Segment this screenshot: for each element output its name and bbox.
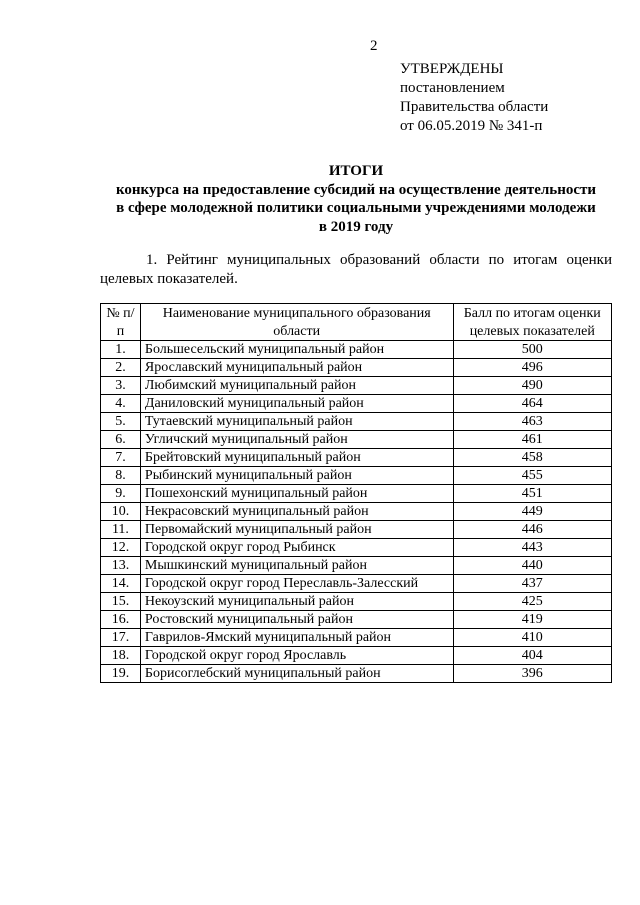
cell-number: 11. bbox=[101, 521, 141, 539]
table-row bbox=[101, 485, 612, 503]
cell-number: 13. bbox=[101, 557, 141, 575]
cell-score: 410 bbox=[453, 629, 611, 647]
cell-name: Рыбинский муниципальный район bbox=[140, 467, 453, 485]
table-row bbox=[101, 413, 612, 431]
cell-score: 440 bbox=[453, 557, 611, 575]
title-heading: ИТОГИ bbox=[328, 163, 384, 179]
cell-name: Гаврилов-Ямский муниципальный район bbox=[140, 629, 453, 647]
cell-score: 437 bbox=[453, 575, 611, 593]
header-score: Балл по итогам оценки целевых показателей bbox=[453, 304, 611, 341]
approval-line: УТВЕРЖДЕНЫ bbox=[400, 61, 504, 77]
approval-line: Правительства области bbox=[400, 99, 549, 115]
cell-name: Городской округ город Ярославль bbox=[140, 647, 453, 665]
cell-name: Ростовский муниципальный район bbox=[140, 611, 453, 629]
table-header-row bbox=[101, 304, 612, 341]
cell-score: 500 bbox=[453, 341, 611, 359]
table-row bbox=[101, 575, 612, 593]
rating-table bbox=[100, 303, 612, 683]
cell-name: Первомайский муниципальный район bbox=[140, 521, 453, 539]
table-row bbox=[101, 359, 612, 377]
cell-name: Городской округ город Переславль-Залесский bbox=[140, 575, 453, 593]
table-row bbox=[101, 611, 612, 629]
cell-score: 496 bbox=[453, 359, 611, 377]
cell-number: 10. bbox=[101, 503, 141, 521]
document-title bbox=[96, 162, 616, 236]
table-row bbox=[101, 665, 612, 683]
cell-name: Городской округ город Рыбинск bbox=[140, 539, 453, 557]
cell-score: 443 bbox=[453, 539, 611, 557]
table-row bbox=[101, 539, 612, 557]
cell-number: 14. bbox=[101, 575, 141, 593]
cell-number: 12. bbox=[101, 539, 141, 557]
cell-score: 458 bbox=[453, 449, 611, 467]
cell-number: 19. bbox=[101, 665, 141, 683]
table-row bbox=[101, 629, 612, 647]
cell-name: Тутаевский муниципальный район bbox=[140, 413, 453, 431]
title-line: конкурса на предоставление субсидий на осуществление деятельности bbox=[115, 181, 597, 198]
cell-name: Мышкинский муниципальный район bbox=[140, 557, 453, 575]
cell-name: Угличский муниципальный район bbox=[140, 431, 453, 449]
table-row bbox=[101, 593, 612, 611]
cell-score: 425 bbox=[453, 593, 611, 611]
cell-number: 7. bbox=[101, 449, 141, 467]
table-row bbox=[101, 557, 612, 575]
header-number: № п/п bbox=[101, 304, 141, 341]
cell-name: Некрасовский муниципальный район bbox=[140, 503, 453, 521]
title-line: в 2019 году bbox=[318, 218, 394, 235]
approval-line: постановлением bbox=[400, 80, 505, 96]
cell-score: 461 bbox=[453, 431, 611, 449]
cell-score: 396 bbox=[453, 665, 611, 683]
table-row bbox=[101, 647, 612, 665]
cell-name: Любимский муниципальный район bbox=[140, 377, 453, 395]
cell-number: 9. bbox=[101, 485, 141, 503]
cell-name: Пошехонский муниципальный район bbox=[140, 485, 453, 503]
cell-number: 1. bbox=[101, 341, 141, 359]
cell-score: 451 bbox=[453, 485, 611, 503]
cell-name: Некоузский муниципальный район bbox=[140, 593, 453, 611]
cell-score: 463 bbox=[453, 413, 611, 431]
table-row bbox=[101, 377, 612, 395]
cell-number: 5. bbox=[101, 413, 141, 431]
table-row bbox=[101, 341, 612, 359]
approval-stamp bbox=[400, 60, 548, 136]
cell-number: 15. bbox=[101, 593, 141, 611]
cell-name: Ярославский муниципальный район bbox=[140, 359, 453, 377]
cell-number: 2. bbox=[101, 359, 141, 377]
cell-name: Даниловский муниципальный район bbox=[140, 395, 453, 413]
approval-line: от 06.05.2019 № 341-п bbox=[400, 118, 543, 134]
table-row bbox=[101, 521, 612, 539]
table-row bbox=[101, 431, 612, 449]
cell-score: 419 bbox=[453, 611, 611, 629]
cell-score: 455 bbox=[453, 467, 611, 485]
cell-name: Брейтовский муниципальный район bbox=[140, 449, 453, 467]
cell-name: Большесельский муниципальный район bbox=[140, 341, 453, 359]
cell-number: 4. bbox=[101, 395, 141, 413]
rating-table-body bbox=[101, 341, 612, 683]
intro-paragraph: 1. Рейтинг муниципальных образований области по итогам оценки целевых показателей. bbox=[100, 252, 612, 287]
cell-score: 446 bbox=[453, 521, 611, 539]
cell-number: 8. bbox=[101, 467, 141, 485]
header-name: Наименование муниципального образования области bbox=[140, 304, 453, 341]
cell-score: 449 bbox=[453, 503, 611, 521]
cell-number: 16. bbox=[101, 611, 141, 629]
page-number: 2 bbox=[370, 38, 378, 54]
table-row bbox=[101, 467, 612, 485]
cell-number: 6. bbox=[101, 431, 141, 449]
table-row bbox=[101, 395, 612, 413]
cell-number: 3. bbox=[101, 377, 141, 395]
cell-number: 17. bbox=[101, 629, 141, 647]
table-row bbox=[101, 503, 612, 521]
title-line: в сфере молодежной политики социальными учреждениями молодежи bbox=[116, 200, 596, 216]
cell-name: Борисоглебский муниципальный район bbox=[140, 665, 453, 683]
cell-number: 18. bbox=[101, 647, 141, 665]
table-row bbox=[101, 449, 612, 467]
cell-score: 404 bbox=[453, 647, 611, 665]
cell-score: 464 bbox=[453, 395, 611, 413]
cell-score: 490 bbox=[453, 377, 611, 395]
